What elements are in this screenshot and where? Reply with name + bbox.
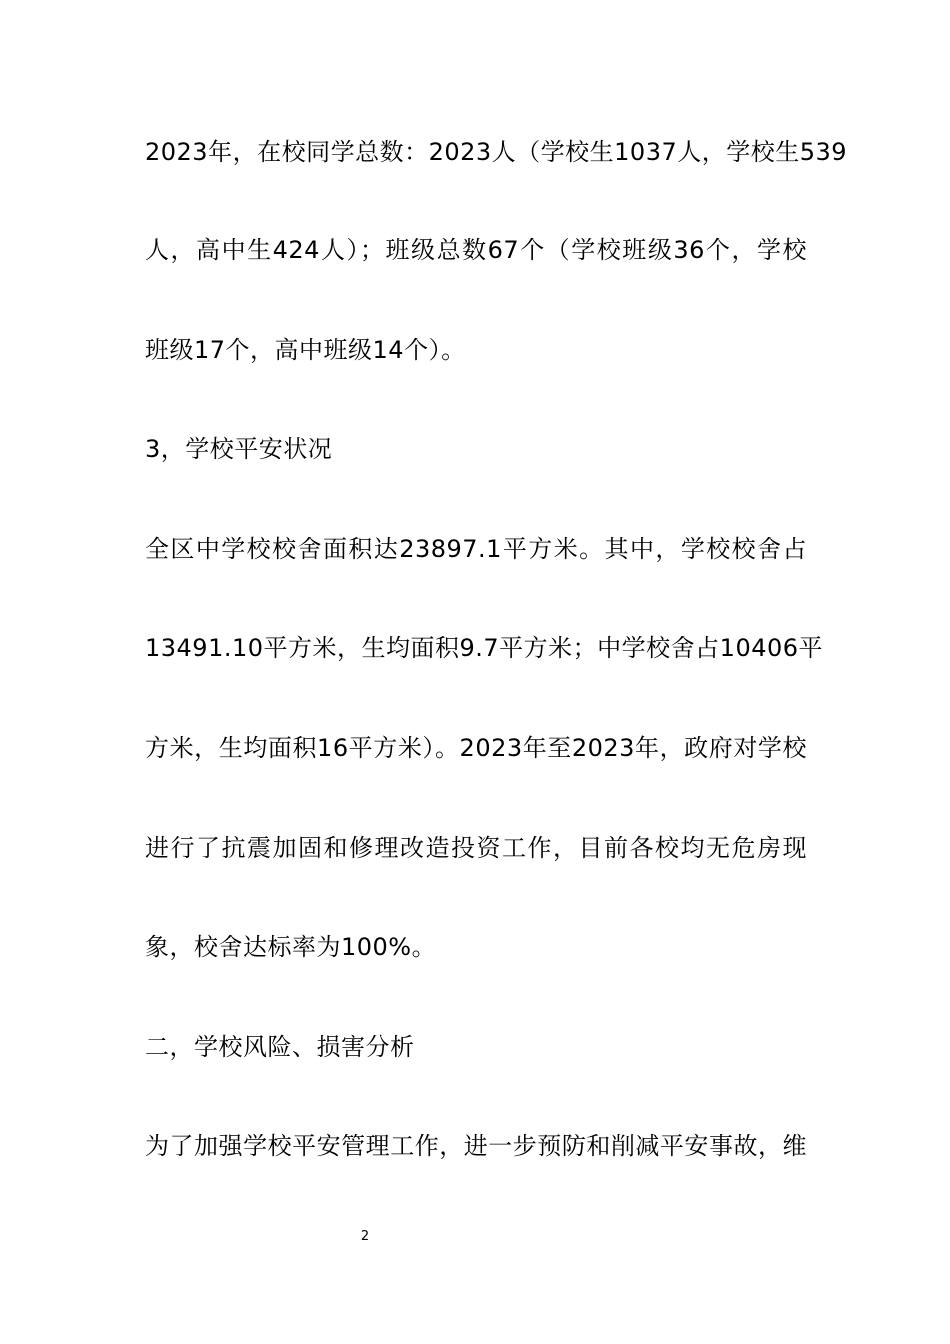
paragraph-line: 人，高中生424人）；班级总数67个（学校班级36个，学校 [145, 236, 807, 264]
paragraph-line: 象，校舍达标率为100%。 [145, 933, 437, 961]
paragraph-line: 13491.10平方米，生均面积9.7平方米；中学校舍占10406平 [145, 634, 824, 662]
paragraph-line: 全区中学校校舍面积达23897.1平方米。其中，学校校舍占 [145, 535, 807, 563]
page-number: 2 [360, 1229, 370, 1244]
paragraph-line: 班级17个，高中班级14个）。 [145, 336, 466, 364]
paragraph-line: 为了加强学校平安管理工作，进一步预防和削减平安事故，维 [145, 1132, 807, 1160]
paragraph-line: 2023年，在校同学总数：2023人（学校生1037人，学校生539 [145, 138, 848, 166]
section-heading: 二，学校风险、损害分析 [145, 1033, 415, 1061]
section-heading: 3，学校平安状况 [145, 435, 333, 463]
paragraph-line: 方米，生均面积16平方米）。2023年至2023年，政府对学校 [145, 734, 807, 762]
paragraph-line: 进行了抗震加固和修理改造投资工作，目前各校均无危房现 [145, 834, 807, 862]
